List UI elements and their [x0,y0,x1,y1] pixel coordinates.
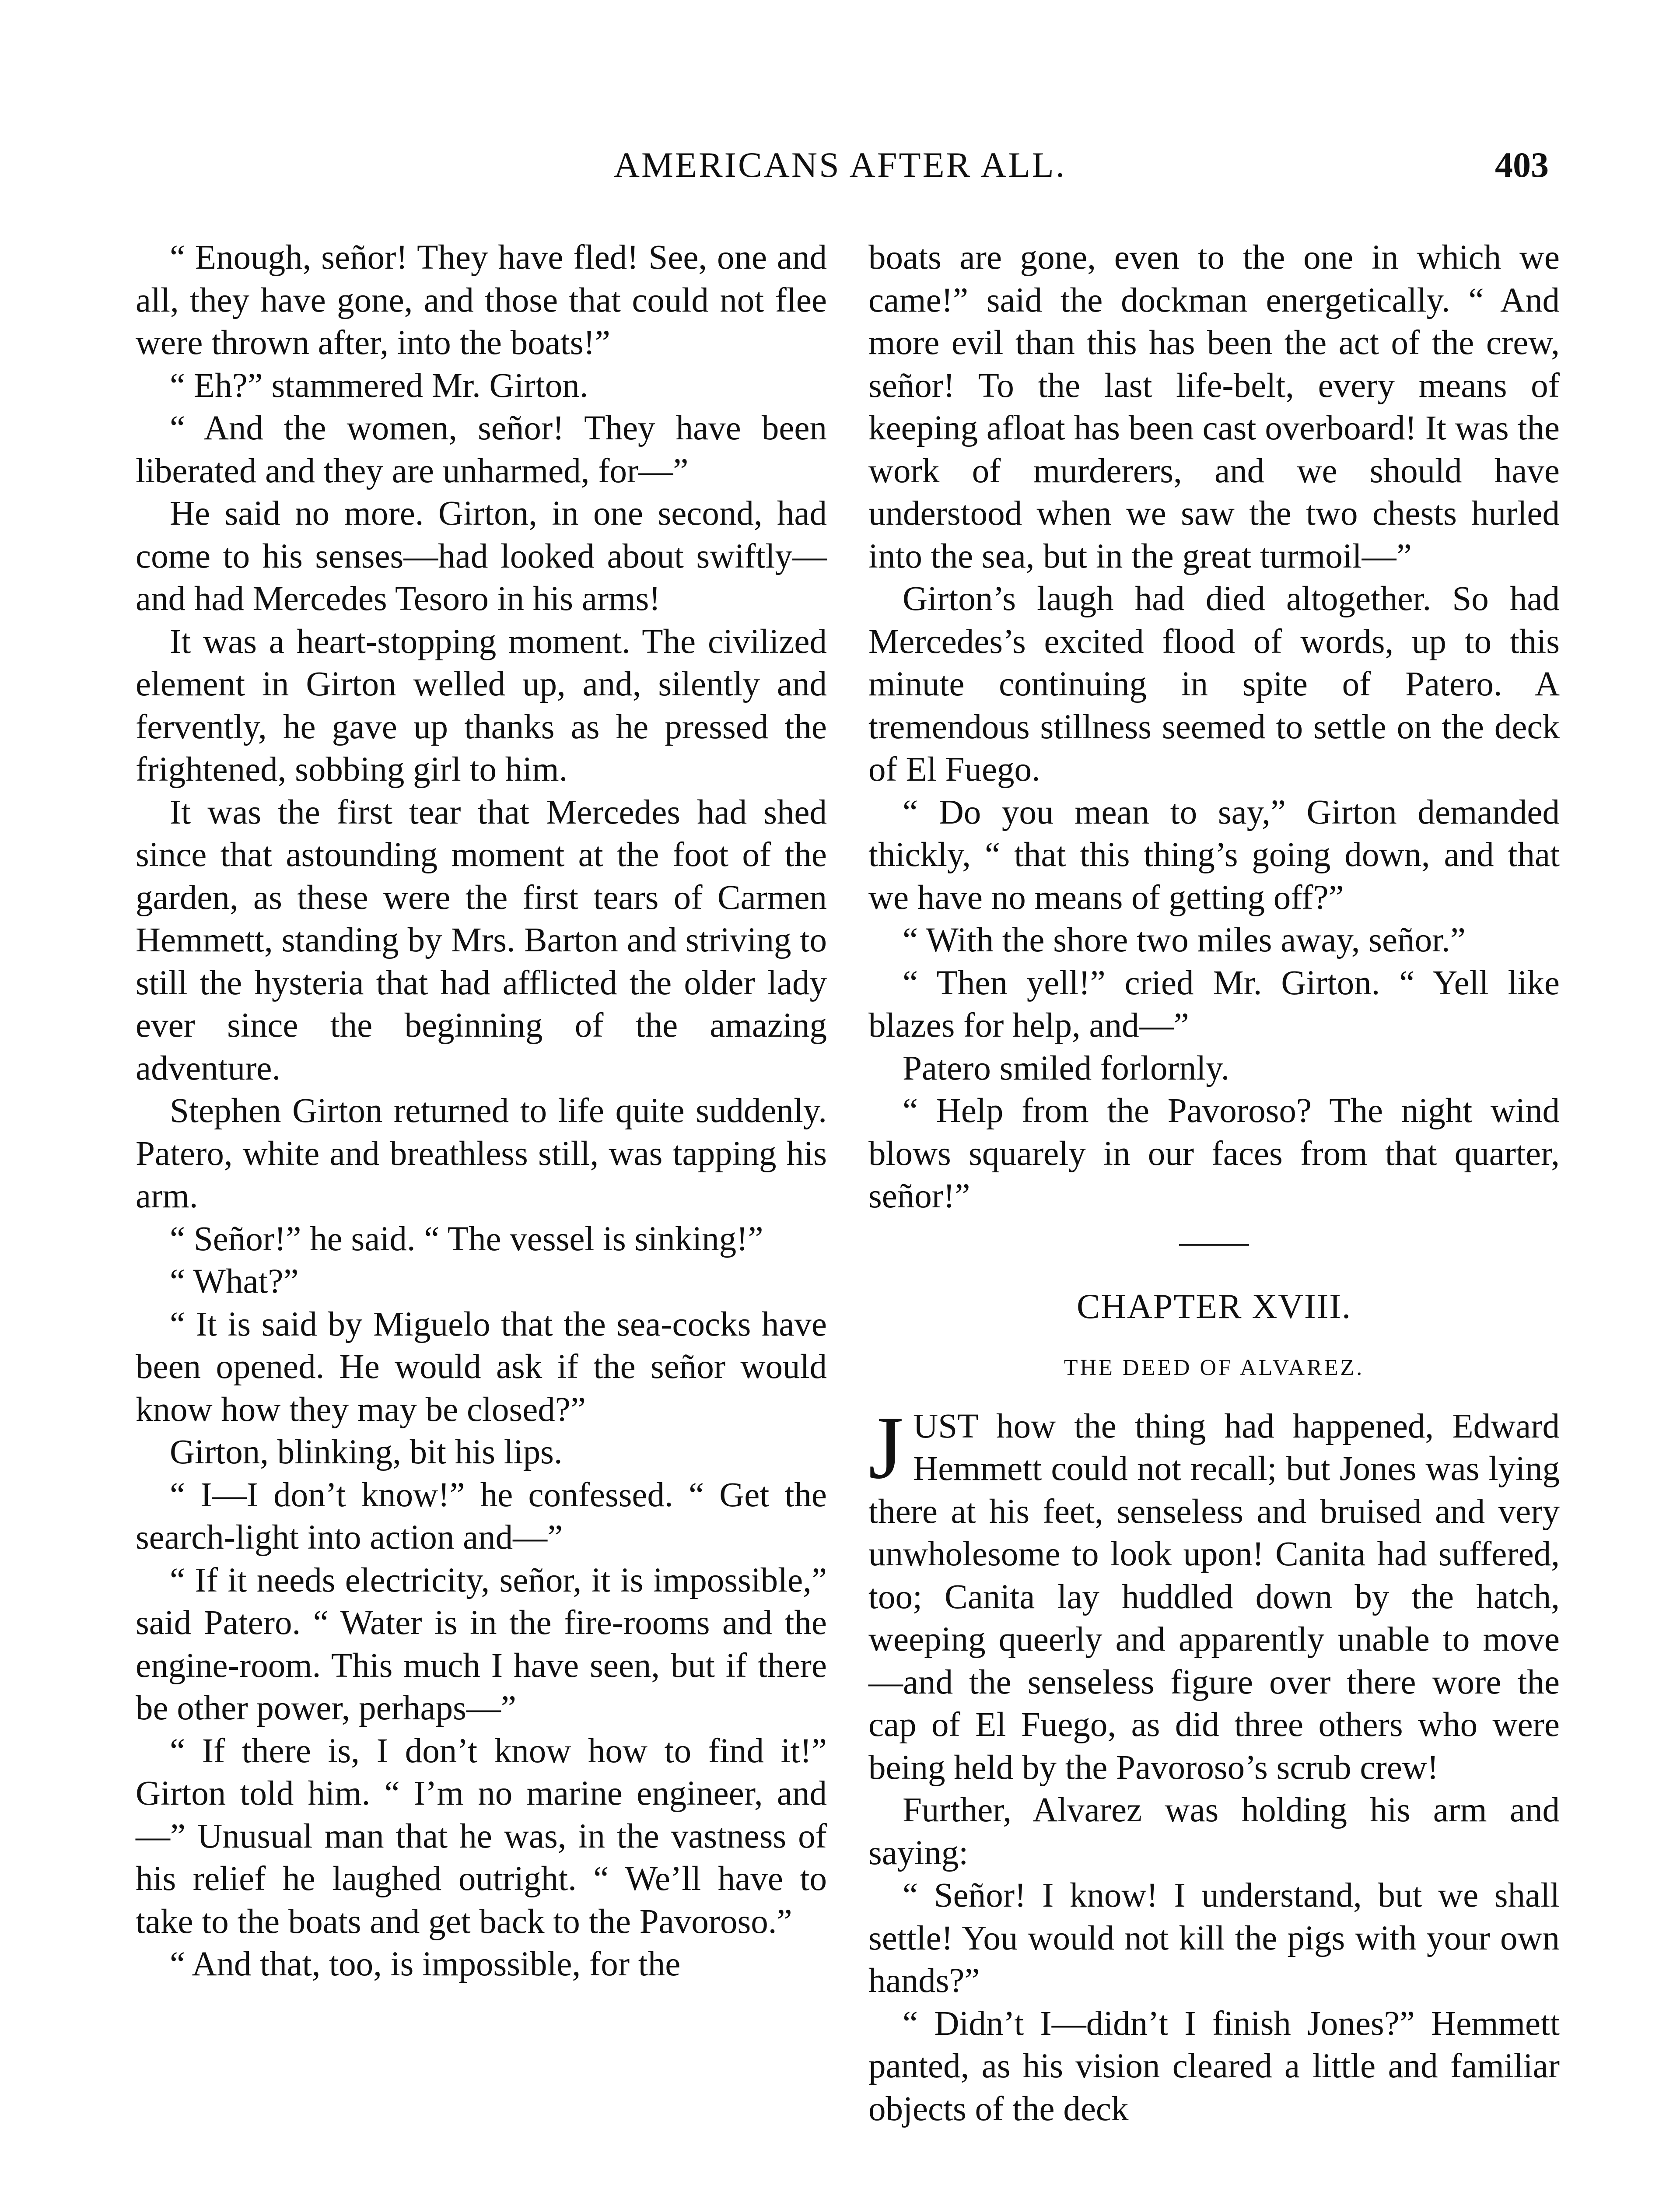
paragraph: “ If it needs electricity, señor, it is impossible,” said Patero. “ Water is in the fire-rooms and the engine-room. This much I have seen, but if there be other power, perhaps—” [136,1561,827,1727]
paragraph: boats are gone, even to the one in which we came!” said the dockman energetically. “ And more evil than this has been the act of the crew, señor! To the last life-belt, every means of keeping afloat has been cast overboard! It was the work of murderers, and we should have understood when we saw the two chests hurled into the sea, but in the great turmoil—” [868,238,1560,575]
drop-cap: J [868,1397,904,1497]
paragraph: “ I—I don’t know!” he confessed. “ Get the search-light into action and—” [136,1476,827,1557]
paragraph: “ What?” [170,1262,299,1301]
chapter-title: CHAPTER XVIII. [1077,1287,1351,1326]
paragraph: “ Didn’t I—didn’t I finish Jones?” Hemmett panted, as his vision cleared a little and familiar objects of the deck [868,2004,1560,2128]
paragraph: “ Señor! I know! I understand, but we shall settle! You would not kill the pigs with your own hands?” [868,1876,1560,2000]
paragraph: “ Then yell!” cried Mr. Girton. “ Yell like blazes for help, and—” [868,964,1560,1045]
chapter-opening-text: UST how the thing had happened, Edward Hemmett could not recall; but Jones was lying there at his feet, senseless and bruised and very unwholesome to look upon! Canita had suffered, too; Canita lay huddled down by the hatch, weeping queerly and apparently unable to move—and the senseless figure over there wore the cap of El Fuego, as did three others who were being held by the Pavoroso’s scrub crew! [868,1407,1560,1787]
paragraph: “ Eh?” stammered Mr. Girton. [170,366,588,405]
paragraph: It was a heart-stopping moment. The civilized element in Girton welled up, and, silently and fervently, he gave up thanks as he pressed the frightened, sobbing girl to him. [136,622,827,789]
paragraph: “ If there is, I don’t know how to find it!” Girton told him. “ I’m no marine engineer, and—” Unusual man that he was, in the vastness of his relief he laughed outright. “ We’ll have to take to the boats and get back to the Pavoroso.” [136,1732,827,1941]
page-header [131,144,1549,201]
chapter-subtitle: THE DEED OF ALVAREZ. [1064,1355,1365,1380]
section-divider [1179,1244,1249,1246]
paragraph: He said no more. Girton, in one second, had come to his senses—had looked about swiftly—and had Mercedes Tesoro in his arms! [136,494,827,618]
paragraph: “ And that, too, is impossible, for the [170,1945,681,1983]
right-column [868,236,1560,2130]
paragraph: Girton, blinking, bit his lips. [170,1433,563,1471]
chapter-opening-paragraph [868,1397,1560,1789]
paragraph: “ Enough, señor! They have fled! See, one and all, they have gone, and those that could not flee were thrown after, into the boats!” [136,238,827,362]
left-column [136,236,827,1986]
paragraph: “ And the women, señor! They have been liberated and they are unharmed, for—” [136,409,827,490]
paragraph: “ With the shore two miles away, señor.” [903,921,1466,959]
paragraph: Further, Alvarez was holding his arm and saying: [868,1791,1560,1872]
paragraph: “ Do you mean to say,” Girton demanded thickly, “ that this thing’s going down, and that we have no means of getting off?” [868,793,1560,917]
paragraph: Stephen Girton returned to life quite suddenly. Patero, white and breathless still, was tapping his arm. [136,1092,827,1215]
paragraph: “ It is said by Miguelo that the sea-cocks have been opened. He would ask if the señor would know how they may be closed?” [136,1305,827,1429]
page-number: 403 [1495,145,1549,185]
paragraph: “ Help from the Pavoroso? The night wind blows squarely in our faces from that quarter, señor!” [868,1092,1560,1215]
paragraph: Patero smiled forlornly. [903,1049,1230,1087]
paragraph: Girton’s laugh had died altogether. So had Mercedes’s excited flood of words, up to this minute continuing in spite of Patero. A tremendous stillness seemed to settle on the deck of El Fuego. [868,580,1560,789]
running-head: AMERICANS AFTER ALL. [613,145,1067,185]
paragraph: “ Señor!” he said. “ The vessel is sinking!” [170,1220,763,1258]
paragraph: It was the first tear that Mercedes had shed since that astounding moment at the foot of the garden, as these were the first tears of Carmen Hemmett, standing by Mrs. Barton and striving to still the hysteria that had afflicted the older lady ever since the beginning of the amazing adventure. [136,793,827,1087]
